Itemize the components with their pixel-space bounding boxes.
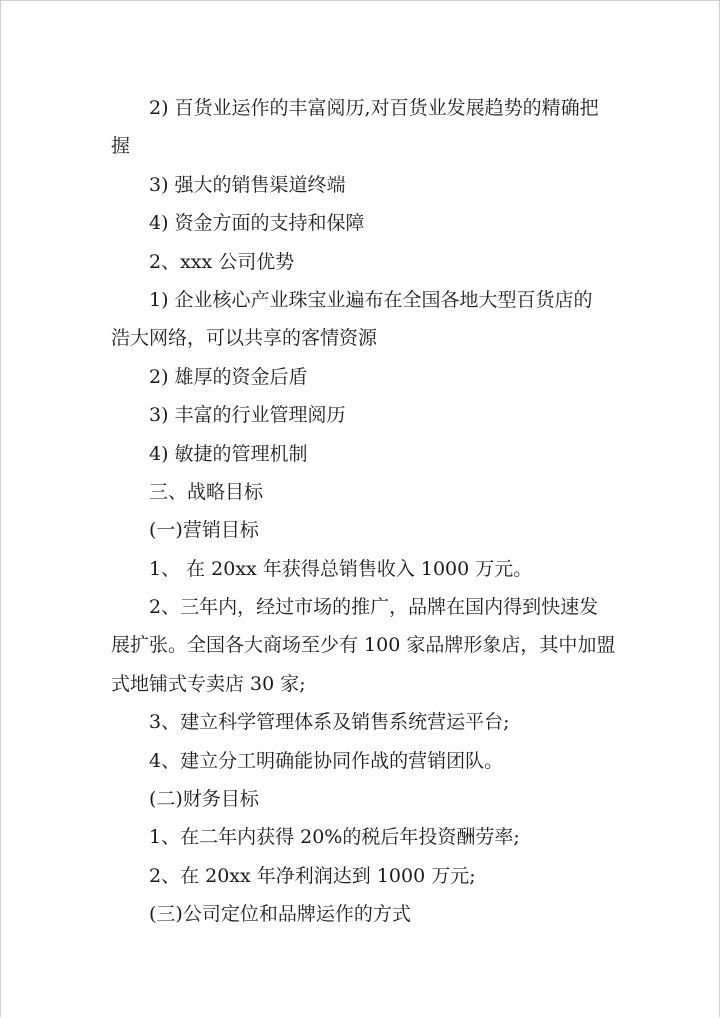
- text-line: (二)财务目标: [149, 788, 259, 811]
- text-line: 浩大网络，可以共享的客情资源: [111, 327, 378, 350]
- text-line: 3、建立科学管理体系及销售系统营运平台;: [149, 711, 510, 734]
- text-line: (三)公司定位和品牌运作的方式: [149, 903, 411, 926]
- text-line: 1) 企业核心产业珠宝业遍布在全国各地大型百货店的: [149, 288, 593, 311]
- text-line: 2) 百货业运作的丰富阅历,对百货业发展趋势的精确把: [149, 97, 599, 119]
- text-line: 4) 敏捷的管理机制: [149, 442, 308, 465]
- text-line: 1、在二年内获得 20%的税后年投资酬劳率;: [149, 826, 520, 849]
- text-line: 3) 强大的销售渠道终端: [149, 173, 346, 196]
- text-line: 2) 雄厚的资金后盾: [149, 365, 308, 388]
- text-line: (一)营销目标: [149, 519, 259, 542]
- text-line: 4、建立分工明确能协同作战的营销团队。: [149, 749, 504, 772]
- text-line: 4) 资金方面的支持和保障: [149, 212, 365, 235]
- text-line: 三、战略目标: [149, 480, 264, 503]
- text-line: 3) 丰富的行业管理阅历: [149, 404, 346, 427]
- text-line: 2、三年内，经过市场的推广，品牌在国内得到快速发: [149, 596, 599, 619]
- text-line: 展扩张。全国各大商场至少有 100 家品牌形象店，其中加盟: [111, 634, 616, 657]
- text-line: 2、xxx 公司优势: [149, 250, 295, 273]
- text-line: 1、 在 20xx 年获得总销售收入 1000 万元。: [149, 557, 533, 580]
- text-line: 握: [111, 135, 131, 158]
- document-body: [111, 89, 621, 934]
- text-line: 2、在 20xx 年净利润达到 1000 万元;: [149, 864, 476, 887]
- text-line: 式地铺式专卖店 30 家;: [111, 672, 306, 695]
